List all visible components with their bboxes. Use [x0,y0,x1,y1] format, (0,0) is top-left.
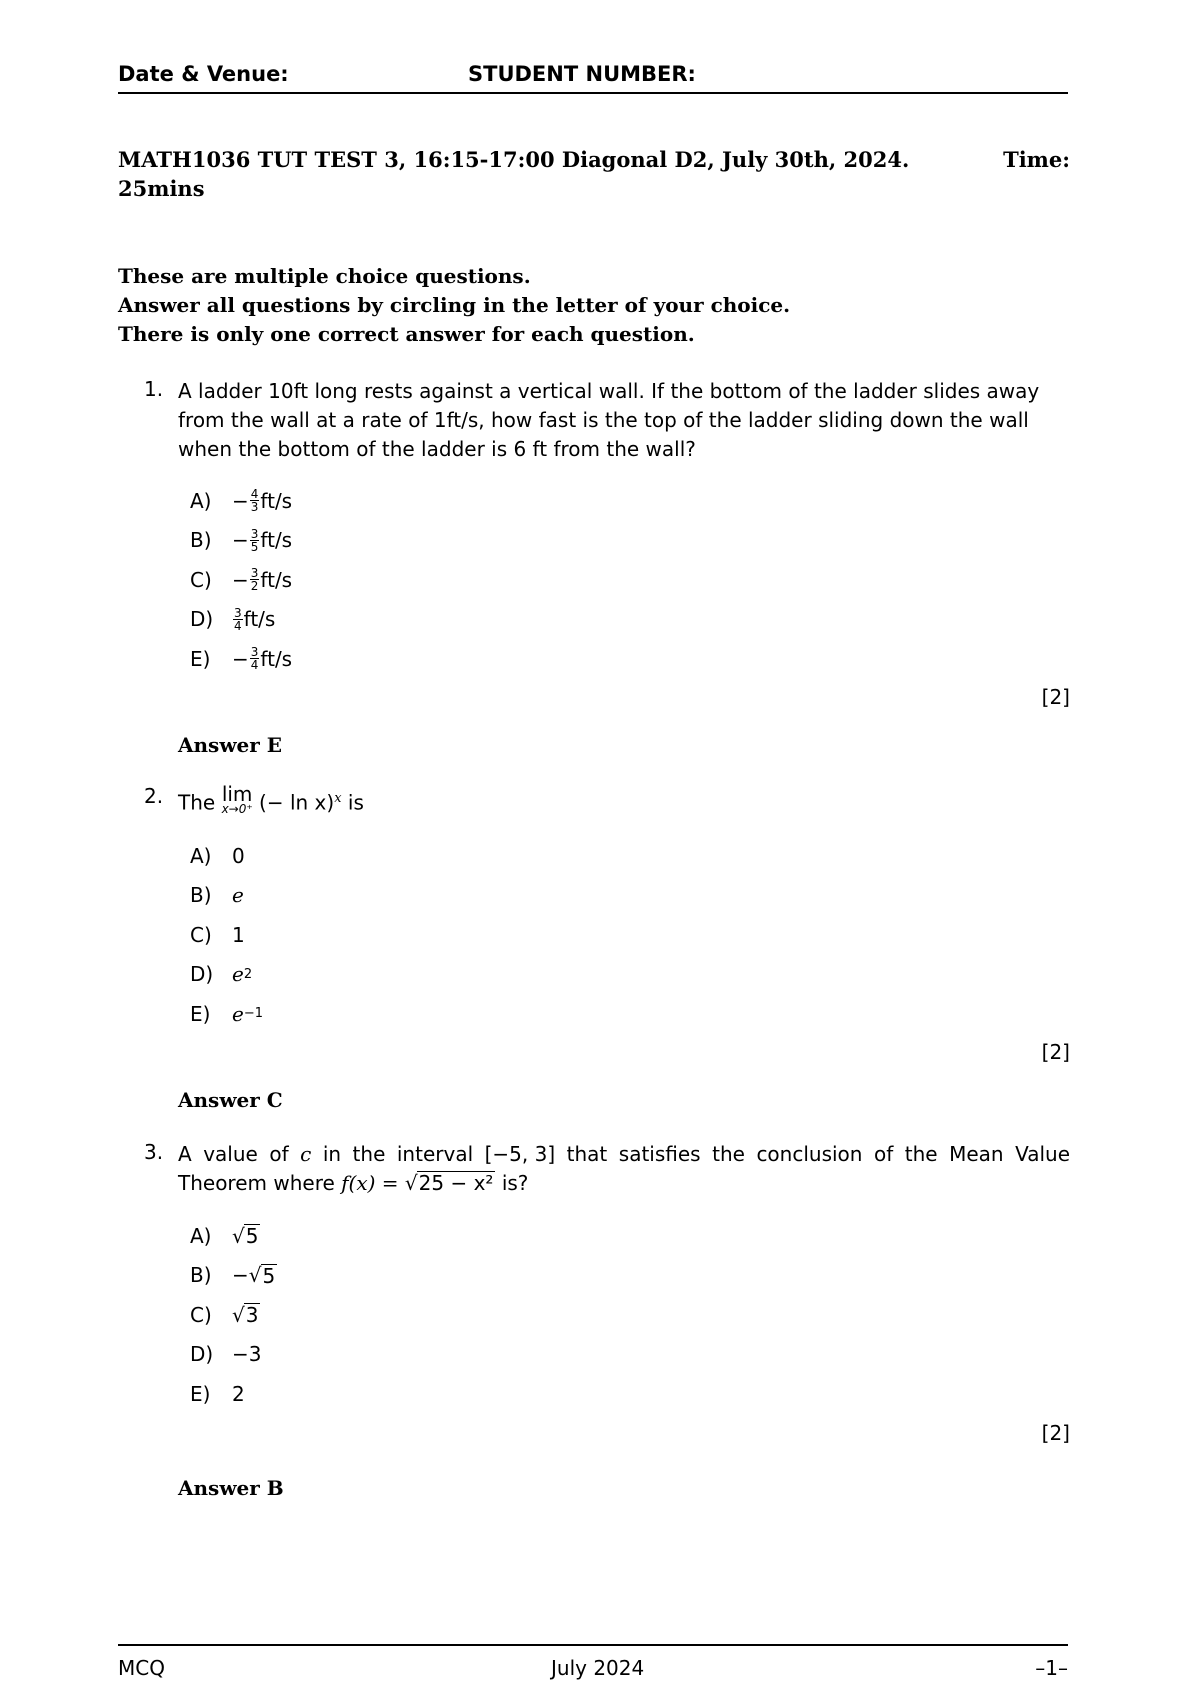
radical-sign: √ [232,1223,245,1248]
option-e[interactable]: E) e −1 [190,1001,264,1026]
instruction-line: There is only one correct answer for each question. [118,322,695,346]
limit-expression: (− ln x) [259,790,335,815]
student-number-label: STUDENT NUMBER: [468,62,696,86]
option-e[interactable]: E) 2 [190,1381,245,1406]
option-label: D) [190,1342,214,1367]
question-text: The lim x→0⁺ (− ln x)$^x$ is [178,782,364,816]
question-text [178,1140,1070,1198]
answer-key: Answer C [178,1088,283,1112]
function-definition: f(x) = [341,1171,399,1195]
option-label: E) [190,1381,211,1406]
option-label: B) [190,883,212,908]
option-a[interactable]: A) 0 [190,843,245,868]
option-label: A) [190,843,212,868]
option-a[interactable]: A) √ 5 [190,1223,259,1249]
option-e[interactable]: E) − $\frac{3}{4}$ ft/s [190,645,293,673]
question-line: Theorem where f(x) = √25 − x² is? [178,1171,529,1195]
fraction: $\frac{3}{4}$ [250,645,259,673]
question-marks: [2] [1041,1421,1070,1445]
option-d[interactable]: D) $\frac{3}{4}$ ft/s [190,605,276,633]
option-label: B) [190,528,212,553]
question-text [178,377,1070,464]
option-c[interactable]: C) − $\frac{3}{2}$ ft/s [190,566,293,594]
option-b[interactable]: B) e [190,883,244,908]
option-c[interactable]: C) √ 3 [190,1302,259,1328]
fraction: $\frac{3}{4}$ [234,605,242,633]
answer-options [190,481,292,679]
page-number: –1– [1035,1656,1068,1680]
question-line: A value of c in the interval [−5, 3] that satisfies the conclusion of the Mean Value [178,1142,1070,1166]
instruction-line: These are multiple choice questions. [118,264,531,288]
option-label: A) [190,1223,212,1248]
answer-key: Answer E [178,733,283,757]
option-label: C) [190,922,212,947]
option-label: E) [190,646,211,671]
option-label: C) [190,567,212,592]
footer-date: July 2024 [551,1656,645,1680]
option-d[interactable]: D) e 2 [190,962,253,987]
question-line: when the bottom of the ladder is 6 ft from the wall? [178,437,696,461]
option-d[interactable]: D) −3 [190,1342,262,1367]
option-label: D) [190,962,214,987]
page-footer [118,1644,1068,1678]
question-line: A ladder 10ft long rests against a vertical wall. If the bottom of the ladder slides away [178,379,1040,403]
option-label: C) [190,1302,212,1327]
option-label: D) [190,607,214,632]
fraction: $\frac{3}{5}$ [250,526,259,554]
page-header [118,62,1068,94]
option-label: A) [190,488,212,513]
fraction: $\frac{4}{3}$ [250,487,259,515]
test-title [118,145,1070,203]
answer-key: Answer B [178,1476,284,1500]
instructions [118,262,790,349]
question-line: from the wall at a rate of 1ft/s, how fast is the top of the ladder sliding down the wall [178,408,1029,432]
option-label: B) [190,1263,212,1288]
date-venue-label: Date & Venue: [118,62,289,86]
title-time-label: Time: [1003,147,1070,172]
question-marks: [2] [1041,1040,1070,1064]
question-number: 3. [144,1140,164,1164]
footer-left: MCQ [118,1656,165,1680]
answer-options [190,1216,277,1414]
answer-options [190,836,263,1034]
option-b[interactable]: B) − √ 5 [190,1263,276,1288]
radical-sign: √ [404,1171,418,1195]
radical-sign: √ [232,1302,245,1327]
option-b[interactable]: B) − $\frac{3}{5}$ ft/s [190,526,293,554]
limit-operator: lim x→0⁺ [221,782,253,816]
radicand: 25 − x² [418,1171,494,1195]
fraction: $\frac{3}{2}$ [250,566,259,594]
instruction-line: Answer all questions by circling in the letter of your choice. [118,293,791,317]
option-a[interactable]: A) − $\frac{4}{3}$ ft/s [190,487,293,515]
option-label: E) [190,1001,211,1026]
title-line-1: MATH1036 TUT TEST 3, 16:15-17:00 Diagonal D2, July 30th, 2024. [118,147,910,172]
question-number: 2. [144,784,164,808]
question-number: 1. [144,377,164,401]
title-line-2: 25mins [118,176,205,201]
question-marks: [2] [1041,685,1070,709]
radical-sign: √ [248,1263,262,1288]
option-c[interactable]: C) 1 [190,922,245,947]
